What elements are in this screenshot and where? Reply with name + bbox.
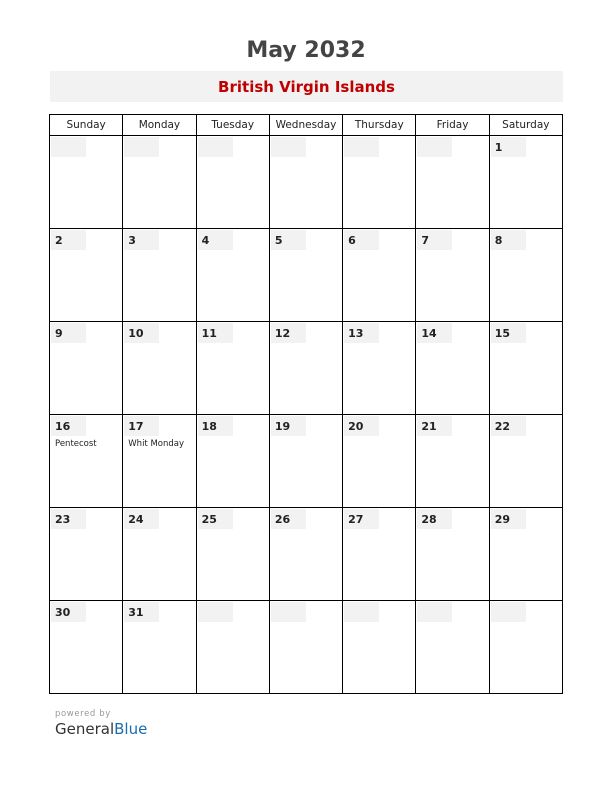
- empty-day-cell: [196, 601, 269, 694]
- week-row: [50, 322, 563, 415]
- day-number: 11: [201, 327, 217, 340]
- day-cell: [416, 508, 489, 601]
- day-cell: [269, 508, 342, 601]
- day-cell: [123, 601, 196, 694]
- week-row: [50, 601, 563, 694]
- day-cell: [123, 322, 196, 415]
- day-number: 6: [348, 234, 356, 247]
- day-cell: [50, 601, 123, 694]
- day-number-box: [344, 602, 379, 622]
- empty-day-cell: [269, 136, 342, 229]
- day-number: 13: [348, 327, 364, 340]
- empty-day-cell: [489, 601, 562, 694]
- day-cell: [343, 415, 416, 508]
- day-cell: [489, 508, 562, 601]
- day-number-box: [51, 137, 86, 157]
- week-row: [50, 229, 563, 322]
- powered-by-label: powered by: [55, 709, 111, 719]
- brand-logo: [55, 720, 147, 738]
- day-number: 22: [494, 420, 510, 433]
- holiday-label: Whit Monday: [128, 439, 185, 449]
- day-cell: [343, 508, 416, 601]
- empty-day-cell: [416, 601, 489, 694]
- day-number: 14: [421, 327, 437, 340]
- day-cell: [123, 508, 196, 601]
- weekday-thursday: Thursday: [343, 115, 416, 136]
- day-number: 12: [274, 327, 291, 340]
- day-cell: [269, 415, 342, 508]
- calendar-grid: [49, 114, 563, 694]
- day-number-box: [198, 137, 233, 157]
- weekday-wednesday: Wednesday: [269, 115, 342, 136]
- day-cell: [196, 508, 269, 601]
- country-name: British Virgin Islands: [218, 77, 395, 96]
- day-number: 2: [55, 234, 63, 247]
- weekday-monday: Monday: [123, 115, 196, 136]
- day-cell: [196, 229, 269, 322]
- day-cell: [196, 322, 269, 415]
- calendar-title: May 2032: [246, 38, 366, 63]
- day-number: 20: [348, 420, 364, 433]
- empty-day-cell: [50, 136, 123, 229]
- day-number: 17: [128, 420, 144, 433]
- holiday-label: Pentecost: [55, 439, 97, 449]
- brand-name-general: General: [55, 720, 115, 738]
- empty-day-cell: [416, 136, 489, 229]
- empty-day-cell: [123, 136, 196, 229]
- empty-day-cell: [196, 136, 269, 229]
- day-number: 18: [201, 420, 217, 433]
- day-number: 27: [348, 513, 364, 526]
- day-number-box: [417, 137, 452, 157]
- day-number: 9: [55, 327, 63, 340]
- day-number: 24: [128, 513, 144, 526]
- day-cell: [489, 415, 562, 508]
- empty-day-cell: [343, 601, 416, 694]
- weekday-friday: Friday: [416, 115, 489, 136]
- day-number-box: [344, 137, 379, 157]
- day-cell: [269, 322, 342, 415]
- day-number: 7: [421, 234, 430, 247]
- weekday-sunday: Sunday: [50, 115, 123, 136]
- day-number: 21: [421, 420, 437, 433]
- empty-day-cell: [343, 136, 416, 229]
- footer-branding: [55, 709, 147, 738]
- day-number: 1: [494, 141, 503, 154]
- country-banner: [50, 71, 563, 102]
- week-row: [50, 508, 563, 601]
- day-cell: [343, 322, 416, 415]
- day-number-box: [417, 602, 452, 622]
- day-number-box: [198, 602, 233, 622]
- day-number: 29: [494, 513, 510, 526]
- day-number: 16: [55, 420, 71, 433]
- day-cell: [50, 508, 123, 601]
- day-cell: [196, 415, 269, 508]
- day-number-box: [491, 602, 526, 622]
- day-number: 3: [128, 234, 136, 247]
- day-number: 19: [274, 420, 291, 433]
- week-row: [50, 415, 563, 508]
- day-number-box: [271, 137, 306, 157]
- day-cell: [489, 322, 562, 415]
- day-cell: [343, 229, 416, 322]
- day-number: 31: [128, 606, 144, 619]
- day-cell: [50, 322, 123, 415]
- day-cell: [123, 415, 196, 508]
- day-number: 5: [274, 234, 283, 247]
- day-cell: [489, 229, 562, 322]
- day-number-box: [124, 137, 159, 157]
- weekday-header-row: [50, 115, 563, 136]
- day-number: 30: [55, 606, 71, 619]
- day-cell: [489, 136, 562, 229]
- day-number: 10: [128, 327, 144, 340]
- day-number: 23: [55, 513, 71, 526]
- day-cell: [416, 415, 489, 508]
- day-number: 26: [274, 513, 291, 526]
- day-number: 8: [494, 234, 503, 247]
- day-number: 28: [421, 513, 437, 526]
- weekday-saturday: Saturday: [489, 115, 562, 136]
- day-cell: [416, 322, 489, 415]
- week-row: [50, 136, 563, 229]
- weekday-tuesday: Tuesday: [196, 115, 269, 136]
- day-cell: [416, 229, 489, 322]
- day-cell: [269, 229, 342, 322]
- day-cell: [50, 229, 123, 322]
- day-cell: [123, 229, 196, 322]
- day-number: 4: [201, 234, 210, 247]
- day-number-box: [271, 602, 306, 622]
- day-number: 25: [201, 513, 217, 526]
- day-number: 15: [494, 327, 510, 340]
- brand-name-blue: Blue: [114, 720, 148, 738]
- empty-day-cell: [269, 601, 342, 694]
- day-cell: [50, 415, 123, 508]
